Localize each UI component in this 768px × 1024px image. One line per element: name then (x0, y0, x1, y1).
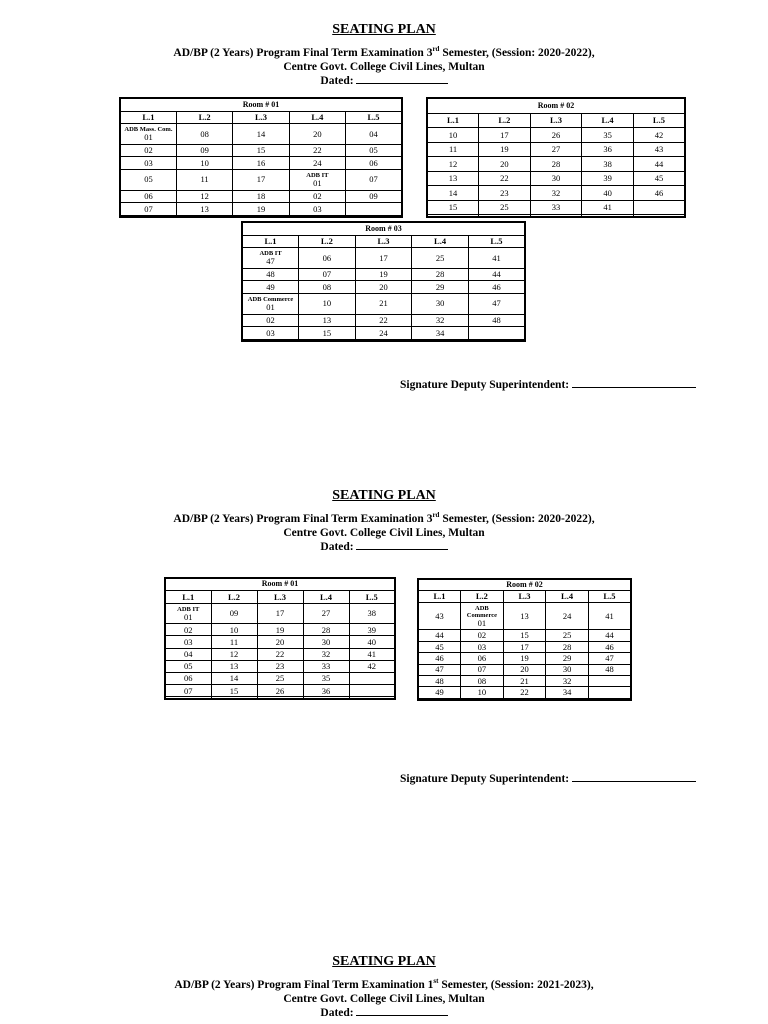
seat-cell (242, 339, 299, 341)
seat-row (165, 685, 395, 697)
seat-cell: 20 (355, 281, 412, 293)
seat-cell: 49 (242, 281, 299, 293)
seat-cell: 30 (546, 664, 589, 675)
seat-cell: 47 (468, 293, 525, 314)
seat-cell: 14 (233, 123, 289, 144)
seat-cell: 21 (355, 293, 412, 314)
seat-row (120, 123, 402, 144)
roll-number: 47 (266, 256, 275, 267)
seat-cell: 11 (211, 636, 257, 648)
dated-line-3: Dated: (0, 1006, 768, 1020)
seat-cell: 19 (233, 203, 289, 215)
seat-cell (418, 698, 461, 700)
roll-number: 01 (266, 302, 275, 313)
seat-cell: 27 (303, 603, 349, 624)
seat-cell: 43 (633, 142, 685, 156)
line-header: L.4 (412, 235, 469, 247)
seat-cell: 03 (165, 636, 211, 648)
seat-cell: 03 (120, 157, 176, 169)
seat-cell: 15 (299, 327, 356, 339)
room-01-table (164, 577, 396, 700)
seat-row (120, 190, 402, 202)
room-01-table (119, 97, 403, 218)
seat-cell (468, 339, 525, 341)
seat-cell: 17 (503, 641, 546, 652)
seat-cell: 49 (418, 687, 461, 698)
seat-cell: 12 (176, 190, 232, 202)
seat-cell: 24 (355, 327, 412, 339)
seat-cell: 02 (242, 314, 299, 326)
group-label: ADB IT (259, 250, 282, 258)
seat-row (427, 128, 685, 142)
seat-cell: 05 (165, 660, 211, 672)
room-02-table (417, 578, 632, 701)
seat-cell: 03 (242, 327, 299, 339)
seat-cell (346, 203, 402, 215)
seat-row (165, 624, 395, 636)
seat-cell: 28 (303, 624, 349, 636)
group-label: ADB Commerce (247, 296, 294, 304)
seat-cell (289, 215, 345, 217)
line-header: L.1 (427, 113, 479, 127)
seat-cell (233, 215, 289, 217)
seat-cell: 32 (546, 675, 589, 686)
seat-row (165, 648, 395, 660)
signature-line-1: Signature Deputy Superintendent: (400, 378, 696, 391)
roll-number: 01 (313, 178, 322, 189)
seat-cell: 48 (418, 675, 461, 686)
seat-cell (412, 339, 469, 341)
seat-cell: 44 (588, 630, 631, 641)
seat-cell: 38 (349, 603, 395, 624)
seat-cell: 13 (211, 660, 257, 672)
seat-cell: 38 (582, 157, 634, 171)
seat-row (242, 293, 525, 314)
seat-cell: 42 (633, 128, 685, 142)
seat-cell: 22 (479, 171, 531, 185)
line-header: L.1 (242, 235, 299, 247)
seat-row (427, 186, 685, 200)
seat-cell: 09 (346, 190, 402, 202)
line-header: L.4 (289, 111, 345, 123)
seat-cell: 45 (418, 641, 461, 652)
seat-cell: 36 (582, 142, 634, 156)
seat-cell: 48 (588, 664, 631, 675)
signature-field[interactable] (572, 378, 696, 388)
seat-cell: 02 (461, 630, 504, 641)
seat-cell: 05 (120, 169, 176, 190)
seat-row (418, 675, 631, 686)
seat-cell: 09 (211, 603, 257, 624)
signature-line-2: Signature Deputy Superintendent: (400, 772, 696, 785)
seat-cell: 02 (165, 624, 211, 636)
seat-cell: 17 (479, 128, 531, 142)
group-label: ADB Commerce (466, 605, 497, 620)
seat-cell: 46 (588, 641, 631, 652)
seat-cell: 46 (468, 281, 525, 293)
seat-cell (461, 602, 504, 630)
seat-cell: 34 (546, 687, 589, 698)
seat-cell: 28 (546, 641, 589, 652)
seat-cell: 26 (257, 685, 303, 697)
seat-row (242, 281, 525, 293)
seat-row (165, 660, 395, 672)
line-header: L.4 (582, 113, 634, 127)
seat-cell (349, 673, 395, 685)
centre-line-3: Centre Govt. College Civil Lines, Multan (283, 993, 485, 1005)
seat-cell: 06 (120, 190, 176, 202)
seat-cell: 41 (582, 200, 634, 214)
seat-row (165, 636, 395, 648)
line-header: L.2 (461, 591, 504, 602)
seat-row (242, 247, 525, 268)
seat-cell: 20 (503, 664, 546, 675)
seat-cell: 10 (461, 687, 504, 698)
seat-cell: 46 (633, 186, 685, 200)
seat-cell: 15 (233, 144, 289, 156)
seat-cell: 03 (289, 203, 345, 215)
seat-cell: 16 (233, 157, 289, 169)
line-header: L.5 (468, 235, 525, 247)
seat-row (418, 698, 631, 700)
seat-row (242, 314, 525, 326)
seat-cell: 07 (165, 685, 211, 697)
seat-cell (211, 697, 257, 699)
seat-cell (588, 687, 631, 698)
seat-cell: 33 (530, 200, 582, 214)
seat-cell: 10 (211, 624, 257, 636)
seat-cell: 23 (257, 660, 303, 672)
line-header: L.3 (257, 591, 303, 603)
seat-cell: 13 (427, 171, 479, 185)
seat-cell: 24 (289, 157, 345, 169)
room-title: Room # 01 (120, 98, 402, 111)
seat-cell: 46 (418, 653, 461, 664)
seat-cell: 03 (461, 641, 504, 652)
line-header: L.3 (503, 591, 546, 602)
seat-cell: 06 (461, 653, 504, 664)
exam-line-1: AD/BP (2 Years) Program Final Term Examination 3rd Semester, (Session: 2020-2022), (173, 45, 595, 59)
seat-cell: 11 (427, 142, 479, 156)
seat-cell (120, 215, 176, 217)
seat-cell (546, 698, 589, 700)
seat-cell: 48 (242, 268, 299, 280)
seat-cell: 08 (299, 281, 356, 293)
room-title: Room # 01 (165, 578, 395, 591)
seat-cell: 35 (582, 128, 634, 142)
seat-cell: 20 (479, 157, 531, 171)
seat-cell: 07 (346, 169, 402, 190)
room-02-table (426, 97, 686, 218)
group-label: ADB Mass. Com. (124, 126, 173, 134)
seat-cell: 30 (303, 636, 349, 648)
line-header: L.2 (176, 111, 232, 123)
group-label: ADB IT (306, 172, 329, 180)
seat-cell: 44 (633, 157, 685, 171)
seat-cell: 41 (588, 602, 631, 630)
seat-cell (633, 200, 685, 214)
line-header: L.1 (120, 111, 176, 123)
roll-number: 01 (144, 132, 153, 143)
seat-cell: 28 (412, 268, 469, 280)
seat-cell: 22 (257, 648, 303, 660)
seat-cell: 06 (299, 247, 356, 268)
seat-cell: 10 (299, 293, 356, 314)
seat-cell: 07 (299, 268, 356, 280)
line-header: L.5 (588, 591, 631, 602)
seat-cell: 07 (120, 203, 176, 215)
seat-row (242, 339, 525, 341)
line-header: L.2 (479, 113, 531, 127)
seat-cell: 14 (211, 673, 257, 685)
seat-cell (242, 247, 299, 268)
seat-cell (346, 215, 402, 217)
line-header: L.5 (346, 111, 402, 123)
line-header: L.1 (165, 591, 211, 603)
seat-row (165, 673, 395, 685)
seat-row (418, 687, 631, 698)
seat-cell (530, 215, 582, 217)
seat-cell: 44 (468, 268, 525, 280)
seat-cell: 05 (346, 144, 402, 156)
seat-row (427, 215, 685, 217)
seat-cell: 13 (299, 314, 356, 326)
seat-cell: 23 (479, 186, 531, 200)
seating-plan-title-2: SEATING PLAN (332, 488, 436, 503)
seat-cell: 20 (257, 636, 303, 648)
seat-cell: 29 (412, 281, 469, 293)
seat-cell: 39 (349, 624, 395, 636)
seat-cell: 06 (165, 673, 211, 685)
seat-cell: 17 (233, 169, 289, 190)
seating-plan-title-1: SEATING PLAN (332, 22, 436, 37)
exam-line-3: AD/BP (2 Years) Program Final Term Examination 1st Semester, (Session: 2021-2023), (174, 977, 594, 991)
seat-row (242, 327, 525, 339)
seat-cell: 22 (289, 144, 345, 156)
seat-row (418, 630, 631, 641)
room-title: Room # 03 (242, 222, 525, 235)
seat-cell: 43 (418, 602, 461, 630)
seat-cell: 20 (289, 123, 345, 144)
seat-cell: 33 (303, 660, 349, 672)
line-header: L.2 (211, 591, 257, 603)
seat-row (427, 200, 685, 214)
seat-cell: 10 (427, 128, 479, 142)
seat-cell: 14 (427, 186, 479, 200)
seat-cell: 07 (461, 664, 504, 675)
seat-cell: 22 (355, 314, 412, 326)
seat-cell: 28 (530, 157, 582, 171)
seat-cell: 48 (468, 314, 525, 326)
seat-cell: 47 (588, 653, 631, 664)
seat-cell: 47 (418, 664, 461, 675)
seat-cell (299, 339, 356, 341)
seat-cell: 41 (349, 648, 395, 660)
room-title: Room # 02 (418, 579, 631, 591)
centre-line-2: Centre Govt. College Civil Lines, Multan (283, 527, 485, 539)
seat-row (418, 641, 631, 652)
roll-number: 01 (184, 611, 193, 622)
seat-row (427, 171, 685, 185)
group-label: ADB IT (177, 605, 200, 613)
seat-cell: 40 (349, 636, 395, 648)
line-header: L.2 (299, 235, 356, 247)
dated-line-2: Dated: (0, 540, 768, 554)
seat-cell: 32 (412, 314, 469, 326)
seat-cell (427, 215, 479, 217)
room-03-table (241, 221, 526, 342)
seat-cell: 19 (479, 142, 531, 156)
line-header: L.5 (633, 113, 685, 127)
seat-row (427, 157, 685, 171)
seat-cell: 25 (479, 200, 531, 214)
seat-cell (349, 697, 395, 699)
seat-cell (176, 215, 232, 217)
seat-cell: 15 (427, 200, 479, 214)
seat-cell: 24 (546, 602, 589, 630)
seat-cell: 34 (412, 327, 469, 339)
seat-cell (633, 215, 685, 217)
seat-cell: 26 (530, 128, 582, 142)
seat-cell (503, 698, 546, 700)
seat-cell: 06 (346, 157, 402, 169)
roll-number: 01 (477, 618, 487, 629)
seat-cell (479, 215, 531, 217)
seat-cell (242, 293, 299, 314)
seat-cell: 35 (303, 673, 349, 685)
seat-cell (461, 698, 504, 700)
seat-row (120, 169, 402, 190)
seat-cell: 17 (257, 603, 303, 624)
seat-cell: 30 (412, 293, 469, 314)
seat-cell: 22 (503, 687, 546, 698)
seat-cell (303, 697, 349, 699)
seat-cell: 29 (546, 653, 589, 664)
seat-cell: 11 (176, 169, 232, 190)
seat-cell: 39 (582, 171, 634, 185)
seat-cell: 41 (468, 247, 525, 268)
dated-field[interactable] (356, 540, 448, 550)
seat-cell: 36 (303, 685, 349, 697)
seat-row (418, 602, 631, 630)
seat-row (165, 603, 395, 624)
line-header: L.3 (355, 235, 412, 247)
seat-cell: 19 (355, 268, 412, 280)
line-header: L.1 (418, 591, 461, 602)
seat-cell: 45 (633, 171, 685, 185)
seat-cell: 25 (257, 673, 303, 685)
seat-cell: 44 (418, 630, 461, 641)
seat-cell: 08 (461, 675, 504, 686)
line-header: L.5 (349, 591, 395, 603)
seat-cell: 32 (303, 648, 349, 660)
seat-row (120, 144, 402, 156)
seat-cell: 15 (503, 630, 546, 641)
seat-cell (289, 169, 345, 190)
seat-cell: 27 (530, 142, 582, 156)
seat-cell: 04 (346, 123, 402, 144)
line-header: L.4 (546, 591, 589, 602)
seat-row (165, 697, 395, 699)
seat-row (418, 653, 631, 664)
seat-cell: 25 (412, 247, 469, 268)
seat-cell: 30 (530, 171, 582, 185)
seat-cell (349, 685, 395, 697)
signature-field[interactable] (572, 772, 696, 782)
seat-cell (165, 697, 211, 699)
seat-cell: 02 (120, 144, 176, 156)
seat-cell: 13 (176, 203, 232, 215)
seat-cell: 19 (503, 653, 546, 664)
room-title: Room # 02 (427, 98, 685, 113)
line-header: L.3 (530, 113, 582, 127)
seat-cell: 10 (176, 157, 232, 169)
seat-cell: 13 (503, 602, 546, 630)
seat-cell: 12 (211, 648, 257, 660)
seat-cell (355, 339, 412, 341)
seat-cell: 40 (582, 186, 634, 200)
seat-cell: 42 (349, 660, 395, 672)
centre-line-1: Centre Govt. College Civil Lines, Multan (283, 61, 485, 73)
seat-row (120, 157, 402, 169)
exam-line-2: AD/BP (2 Years) Program Final Term Examination 3rd Semester, (Session: 2020-2022), (173, 511, 595, 525)
line-header: L.4 (303, 591, 349, 603)
seat-cell: 09 (176, 144, 232, 156)
dated-field[interactable] (356, 1006, 448, 1016)
dated-field[interactable] (356, 74, 448, 84)
seat-cell (120, 123, 176, 144)
seating-plan-title-3: SEATING PLAN (332, 954, 436, 969)
seat-row (242, 268, 525, 280)
seat-cell: 18 (233, 190, 289, 202)
seat-cell: 17 (355, 247, 412, 268)
seat-row (418, 664, 631, 675)
seat-row (427, 142, 685, 156)
seat-cell: 21 (503, 675, 546, 686)
seat-cell: 12 (427, 157, 479, 171)
seat-cell (257, 697, 303, 699)
seat-cell (468, 327, 525, 339)
seat-cell: 15 (211, 685, 257, 697)
seat-cell (165, 603, 211, 624)
seat-cell (588, 698, 631, 700)
seat-cell: 25 (546, 630, 589, 641)
seat-cell (588, 675, 631, 686)
seat-cell (582, 215, 634, 217)
seat-row (120, 215, 402, 217)
seat-cell: 19 (257, 624, 303, 636)
seat-cell: 08 (176, 123, 232, 144)
seat-cell: 04 (165, 648, 211, 660)
seat-cell: 02 (289, 190, 345, 202)
seat-cell: 32 (530, 186, 582, 200)
line-header: L.3 (233, 111, 289, 123)
seat-row (120, 203, 402, 215)
dated-line-1: Dated: (0, 74, 768, 88)
